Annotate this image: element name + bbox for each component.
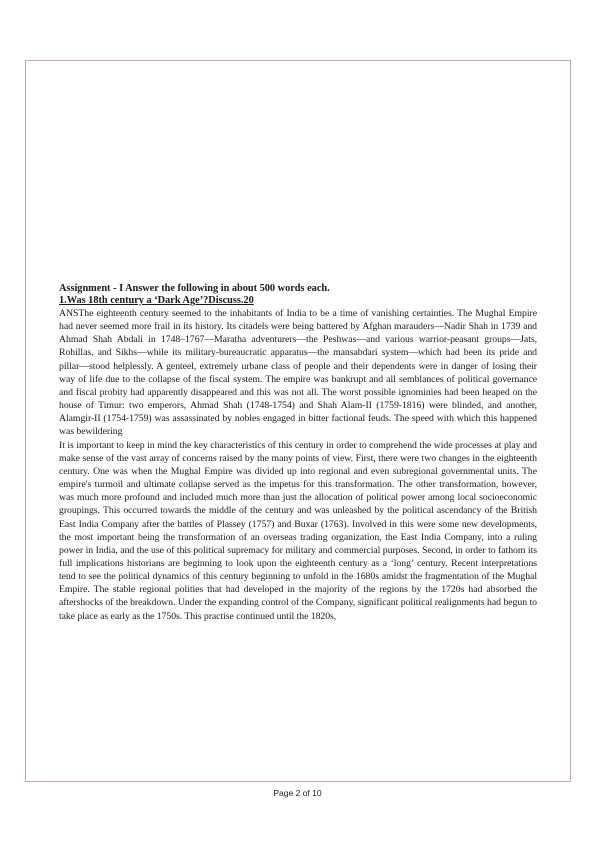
answer-paragraph-2: It is important to keep in mind the key characteristics of this century in order to comprehend the wide processes at play and make sense of the vast array of concerns raised by the many points of view. First, there were two changes in the eighteenth century. One was when the Mughal Empire was divided up into regional and even subregional governmental units. The empire's turmoil and ultimate collapse served as the impetus for this transformation. The other transformation, however, was much more profound and included much more than just the allocation of political power among local socioeconomic groupings. This occurred towards the middle of the century and was unleashed by the political ascendancy of the British East India Company after the battles of Plassey (1757) and Buxar (1763). Involved in this were some new developments, the most important being the transformation of an overseas trading organization, the East India Company, into a ruling power in India, and the use of this political supremacy for military and commercial purposes. Second, in order to fathom its full implications historians are beginning to look upon the eighteenth century as a ‘long’ century. Recent interpretations tend to see the political dynamics of this century beginning to unfold in the 1680s amidst the fragmentation of the Mughal Empire. The stable regional polities that had developed in the majority of the regions by the 1720s had absorbed the aftershocks of the breakdown. Under the expanding control of the Company, significant political realignments had begun to take place as early as the 1750s. This practise continued until the 1820s, xyxy=(59,439,537,622)
answer-paragraph-1: ANSThe eighteenth century seemed to the inhabitants of India to be a time of vanishing certainties. The Mughal Empire had never seemed more frail in its history. Its citadels were being battered by Afghan marauders—Nadir Shah in 1739 and Ahmad Shah Abdali in 1748–1767—Maratha adventurers—the Peshwas—and various warrior-peasant groups—Jats, Rohillas, and Sikhs—while its military-bureaucratic apparatus—the mansabdari system—which had been its pride and pillar—stood helplessly. A genteel, extremely urbane class of people and their dependents were in danger of losing their way of life due to the collapse of the fiscal system. The empire was bankrupt and all semblances of political governance and fiscal probity had apparently disappeared and this was not all. The worst possible ignominies had been heaped on the house of Timur: two emperors, Ahmad Shah (1748-1754) and Shah Alam-II (1759-1816) were blinded, and another, Alamgir-II (1754-1759) was assassinated by nobles engaged in bitter factional feuds. The speed with which this happened was bewildering xyxy=(59,308,537,438)
document-body xyxy=(59,283,537,623)
assignment-heading: Assignment - I Answer the following in about 500 words each. xyxy=(59,283,330,294)
page-number: Page 2 of 10 xyxy=(273,788,322,798)
question-title: 1.Was 18th century a ‘Dark Age’?Discuss.20 xyxy=(59,295,254,306)
